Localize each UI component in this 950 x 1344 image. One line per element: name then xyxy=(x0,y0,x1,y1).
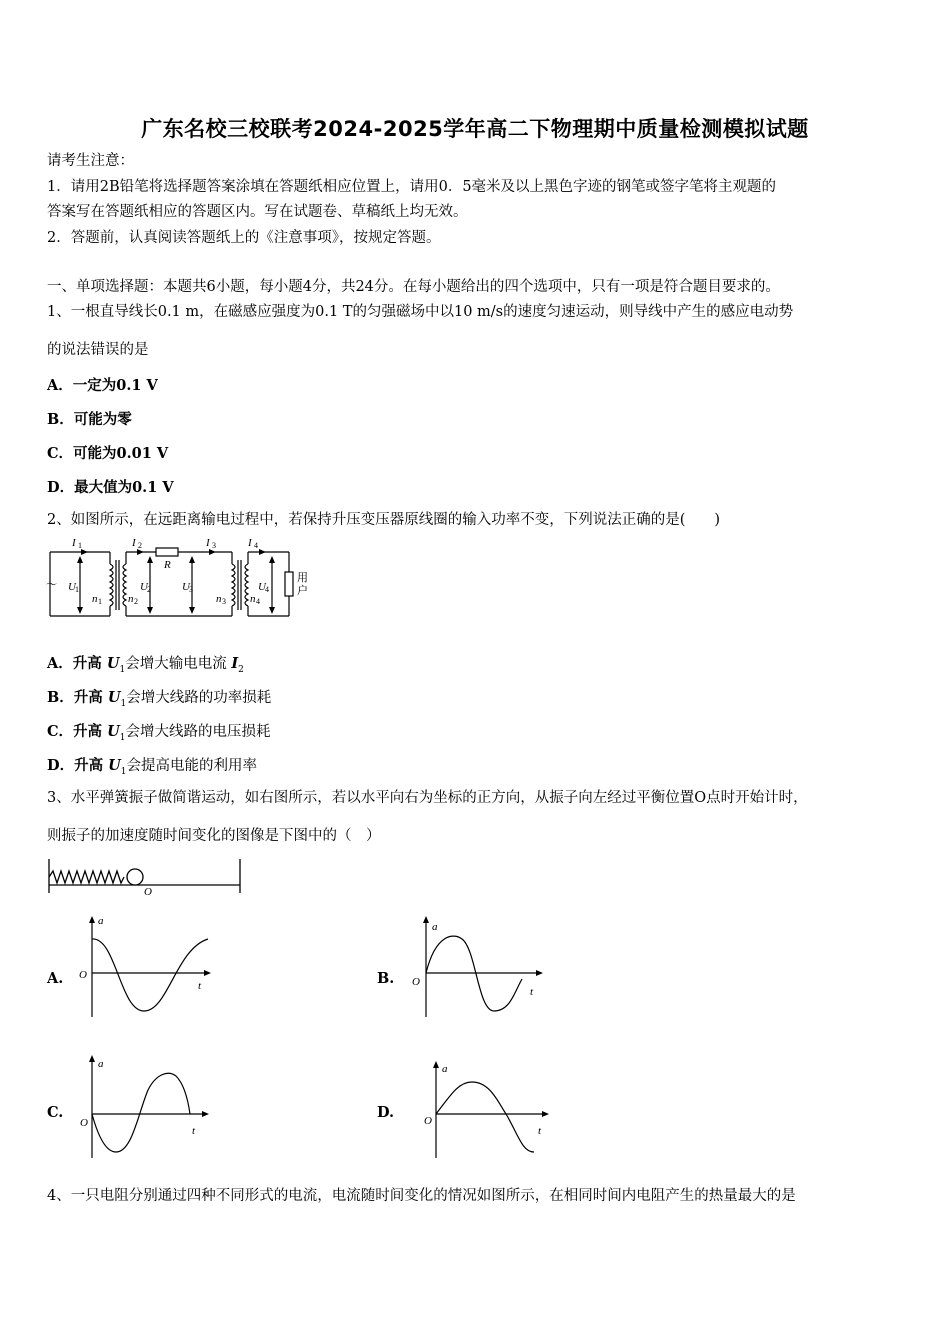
label-n1: n xyxy=(92,593,98,605)
label-n4-sub: 4 xyxy=(256,597,260,606)
q4-stem: 4、一只电阻分别通过四种不同形式的电流，电流随时间变化的情况如图所示，在相同时间内电阻产生的热量最大的是 xyxy=(47,1188,796,1204)
q2-option-d-prefix: D．升高 xyxy=(47,757,109,774)
graph-a-y-label: a xyxy=(98,915,104,927)
q1-option-d: D．最大值为0.1 V xyxy=(47,479,174,496)
transmission-circuit-diagram xyxy=(44,536,319,624)
section-heading: 一、单项选择题：本题共6小题，每小题4分，共24分。在每小题给出的四个选项中，只有一项是符合题目要求的。 xyxy=(47,279,780,295)
q3-option-a-letter: A. xyxy=(47,970,64,987)
spring-oscillator-diagram xyxy=(44,855,249,897)
label-u3: U xyxy=(182,581,190,593)
q2-option-d-sub: 1 xyxy=(120,766,127,777)
q2-stem: 2、如图所示，在远距离输电过程中，若保持升压变压器原线圈的输入功率不变，下列说法正确的是( ) xyxy=(47,512,721,528)
q2-option-a-prefix: A．升高 xyxy=(47,655,107,672)
label-n1-sub: 1 xyxy=(98,597,102,606)
graph-a-origin: O xyxy=(79,969,87,981)
q3-stem-line-2: 则振子的加速度随时间变化的图像是下图中的（ ） xyxy=(47,828,381,844)
label-u2-sub: 2 xyxy=(147,585,151,594)
q2-option-a-sub2: 2 xyxy=(238,664,244,675)
notice-line-3: 2．答题前，认真阅读答题纸上的《注意事项》，按规定答题。 xyxy=(47,230,441,246)
spring-origin-label: O xyxy=(144,886,152,897)
q3-option-c-letter: C. xyxy=(47,1104,64,1121)
graph-d-x-label: t xyxy=(538,1125,542,1137)
notice-heading: 请考生注意： xyxy=(47,153,134,169)
label-u1-sub: 1 xyxy=(75,585,79,594)
label-user-2: 户 xyxy=(297,585,308,597)
q2-option-d xyxy=(47,754,257,777)
q2-option-b-sub: 1 xyxy=(120,698,127,709)
q3-graph-a xyxy=(76,913,216,1021)
q2-option-c-var: U xyxy=(107,723,120,740)
label-user-1: 用 xyxy=(297,572,308,584)
graph-c-y-label: a xyxy=(98,1058,104,1070)
notice-line-1: 1．请用2B铅笔将选择题答案涂填在答题纸相应位置上，请用0．5毫米及以上黑色字迹的钢笔或签字笔将主观题的 xyxy=(47,179,777,195)
q1-stem-line-2: 的说法错误的是 xyxy=(47,342,149,358)
label-i1: I xyxy=(72,537,76,549)
q2-option-c-sub: 1 xyxy=(119,732,126,743)
label-n2-sub: 2 xyxy=(134,597,138,606)
q2-option-a-sub: 1 xyxy=(119,664,126,675)
label-i3-sub: 3 xyxy=(212,541,216,550)
q1-option-b: B．可能为零 xyxy=(47,411,132,428)
q2-option-a xyxy=(47,652,244,675)
label-n4: n xyxy=(250,593,256,605)
q2-option-d-rest: 会提高电能的利用率 xyxy=(126,758,258,774)
label-n2: n xyxy=(128,593,134,605)
graph-b-x-label: t xyxy=(530,986,534,998)
graph-b-origin: O xyxy=(412,976,420,988)
label-i4: I xyxy=(248,537,252,549)
q3-graph-b xyxy=(406,913,546,1021)
q2-option-c-rest: 会增大线路的电压损耗 xyxy=(125,724,271,740)
q2-option-b-prefix: B．升高 xyxy=(47,689,108,706)
q1-option-a: A．一定为0.1 V xyxy=(47,377,158,394)
q2-option-c-prefix: C．升高 xyxy=(47,723,108,740)
q3-graph-c xyxy=(76,1052,216,1162)
q1-stem-line-1: 1、一根直导线长0.1 m，在磁感应强度为0.1 T的匀强磁场中以10 m/s的速度匀速运动，则导线中产生的感应电动势 xyxy=(47,304,794,320)
q2-option-a-var: U xyxy=(106,655,120,672)
page-title: 广东名校三校联考2024-2025学年高二下物理期中质量检测模拟试题 xyxy=(141,117,809,141)
graph-a-x-label: t xyxy=(198,980,202,992)
label-r: R xyxy=(164,559,171,571)
q2-option-c xyxy=(47,720,270,743)
q3-graph-d xyxy=(406,1052,551,1162)
label-u4: U xyxy=(258,581,266,593)
label-u2: U xyxy=(140,581,148,593)
label-i1-sub: 1 xyxy=(78,541,82,550)
q2-option-b-rest: 会增大线路的功率损耗 xyxy=(126,690,272,706)
graph-c-origin: O xyxy=(80,1117,88,1129)
label-u1: U xyxy=(68,581,76,593)
q3-option-b-letter: B. xyxy=(377,970,395,987)
q3-option-d-letter: D. xyxy=(377,1104,395,1121)
graph-b-y-label: a xyxy=(432,921,438,933)
q2-option-a-rest: 会增大输电电流 xyxy=(125,656,232,672)
label-n3-sub: 3 xyxy=(222,597,226,606)
source-symbol: ～ xyxy=(45,579,56,591)
q2-option-b xyxy=(47,686,271,709)
label-n3: n xyxy=(216,593,222,605)
q1-option-c: C．可能为0.01 V xyxy=(47,445,169,462)
label-i2-sub: 2 xyxy=(138,541,142,550)
graph-c-x-label: t xyxy=(192,1125,196,1137)
notice-line-2: 答案写在答题纸相应的答题区内。写在试题卷、草稿纸上均无效。 xyxy=(47,204,468,220)
label-u3-sub: 3 xyxy=(189,585,193,594)
label-i2: I xyxy=(132,537,136,549)
q3-stem-line-1: 3、水平弹簧振子做简谐运动，如右图所示，若以水平向右为坐标的正方向，从振子向左经过平衡位置O点时开始计时， xyxy=(47,790,808,806)
label-u4-sub: 4 xyxy=(265,585,269,594)
q2-option-d-var: U xyxy=(108,757,121,774)
graph-d-y-label: a xyxy=(442,1063,448,1075)
label-i4-sub: 4 xyxy=(254,541,258,550)
q2-option-a-var2: I xyxy=(231,655,239,672)
graph-d-origin: O xyxy=(424,1115,432,1127)
label-i3: I xyxy=(206,537,210,549)
q2-option-b-var: U xyxy=(107,689,121,706)
